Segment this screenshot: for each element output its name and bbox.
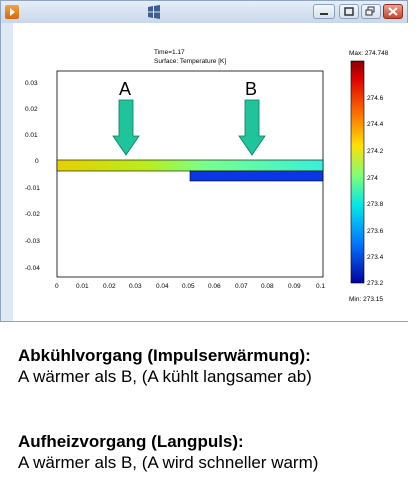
- y-tick-label: 0.03: [25, 80, 38, 87]
- title-bar: [1, 1, 407, 23]
- y-tick-label: -0.03: [25, 238, 40, 245]
- windows-logo-icon: [147, 5, 161, 19]
- colorbar-ticks: [367, 95, 384, 287]
- upper-layer: [57, 160, 323, 171]
- colorbar: [351, 61, 364, 283]
- caption-cooling: [18, 345, 312, 387]
- y-tick-label: 0: [35, 158, 39, 165]
- maximize-icon: [340, 5, 358, 18]
- colorbar-max-label: Max: 274.748: [349, 50, 389, 57]
- x-tick-label: 0.04: [156, 283, 169, 290]
- x-tick-label: 0.01: [76, 283, 89, 290]
- maximize-button[interactable]: [339, 4, 359, 19]
- caption-title: Aufheizvorgang (Langpuls):: [18, 432, 244, 451]
- x-tick-label: 0.05: [182, 283, 195, 290]
- y-tick-label: -0.04: [25, 265, 40, 272]
- colorbar-min-label: Min: 273.15: [349, 296, 383, 303]
- x-tick-label: 0.09: [288, 283, 301, 290]
- x-tick-label: 0.08: [261, 283, 274, 290]
- y-tick-label: 0.01: [25, 132, 38, 139]
- caption-body: A wärmer als B, (A wird schneller warm): [18, 453, 319, 472]
- close-button[interactable]: [383, 4, 403, 19]
- colorbar-tick-label: 273.6: [367, 228, 384, 235]
- app-icon[interactable]: [5, 5, 19, 19]
- colorbar-tick-label: 274.2: [367, 148, 384, 155]
- x-tick-label: 0.06: [208, 283, 221, 290]
- caption-body: A wärmer als B, (A kühlt langsamer ab): [18, 367, 312, 386]
- restore-button[interactable]: [361, 4, 381, 19]
- colorbar-tick-label: 273.4: [367, 254, 384, 261]
- y-tick-label: -0.02: [25, 211, 40, 218]
- y-tick-label: 0.02: [25, 106, 38, 113]
- plot-area: [13, 23, 409, 321]
- colorbar-tick-label: 273.2: [367, 280, 384, 287]
- x-tick-label: 0: [55, 283, 59, 290]
- minimize-button[interactable]: [313, 4, 335, 19]
- restore-icon: [362, 5, 380, 18]
- x-tick-label: 0.07: [235, 283, 248, 290]
- time-label: Time=1.17: [154, 49, 185, 56]
- colorbar-tick-label: 273.8: [367, 201, 384, 208]
- x-tick-label: 0.1: [316, 283, 326, 290]
- x-tick-label: 0.02: [103, 283, 116, 290]
- marker-a-label: A: [119, 79, 132, 99]
- colorbar-tick-label: 274.6: [367, 95, 384, 102]
- lower-layer: [190, 171, 323, 181]
- x-axis: [55, 283, 325, 290]
- x-tick-label: 0.03: [129, 283, 142, 290]
- caption-title: Abkühlvorgang (Impulserwärmung):: [18, 346, 311, 365]
- y-tick-label: -0.01: [25, 185, 40, 192]
- caption-heating: [18, 431, 318, 473]
- y-axis: [25, 80, 40, 272]
- marker-b-label: B: [245, 79, 258, 99]
- surface-label: Surface: Temperature [K]: [154, 58, 227, 65]
- close-icon: [384, 5, 402, 18]
- temperature-plot: [13, 23, 409, 321]
- colorbar-tick-label: 274.4: [367, 121, 384, 128]
- colorbar-tick-label: 274: [367, 175, 378, 182]
- minimize-icon: [314, 5, 334, 18]
